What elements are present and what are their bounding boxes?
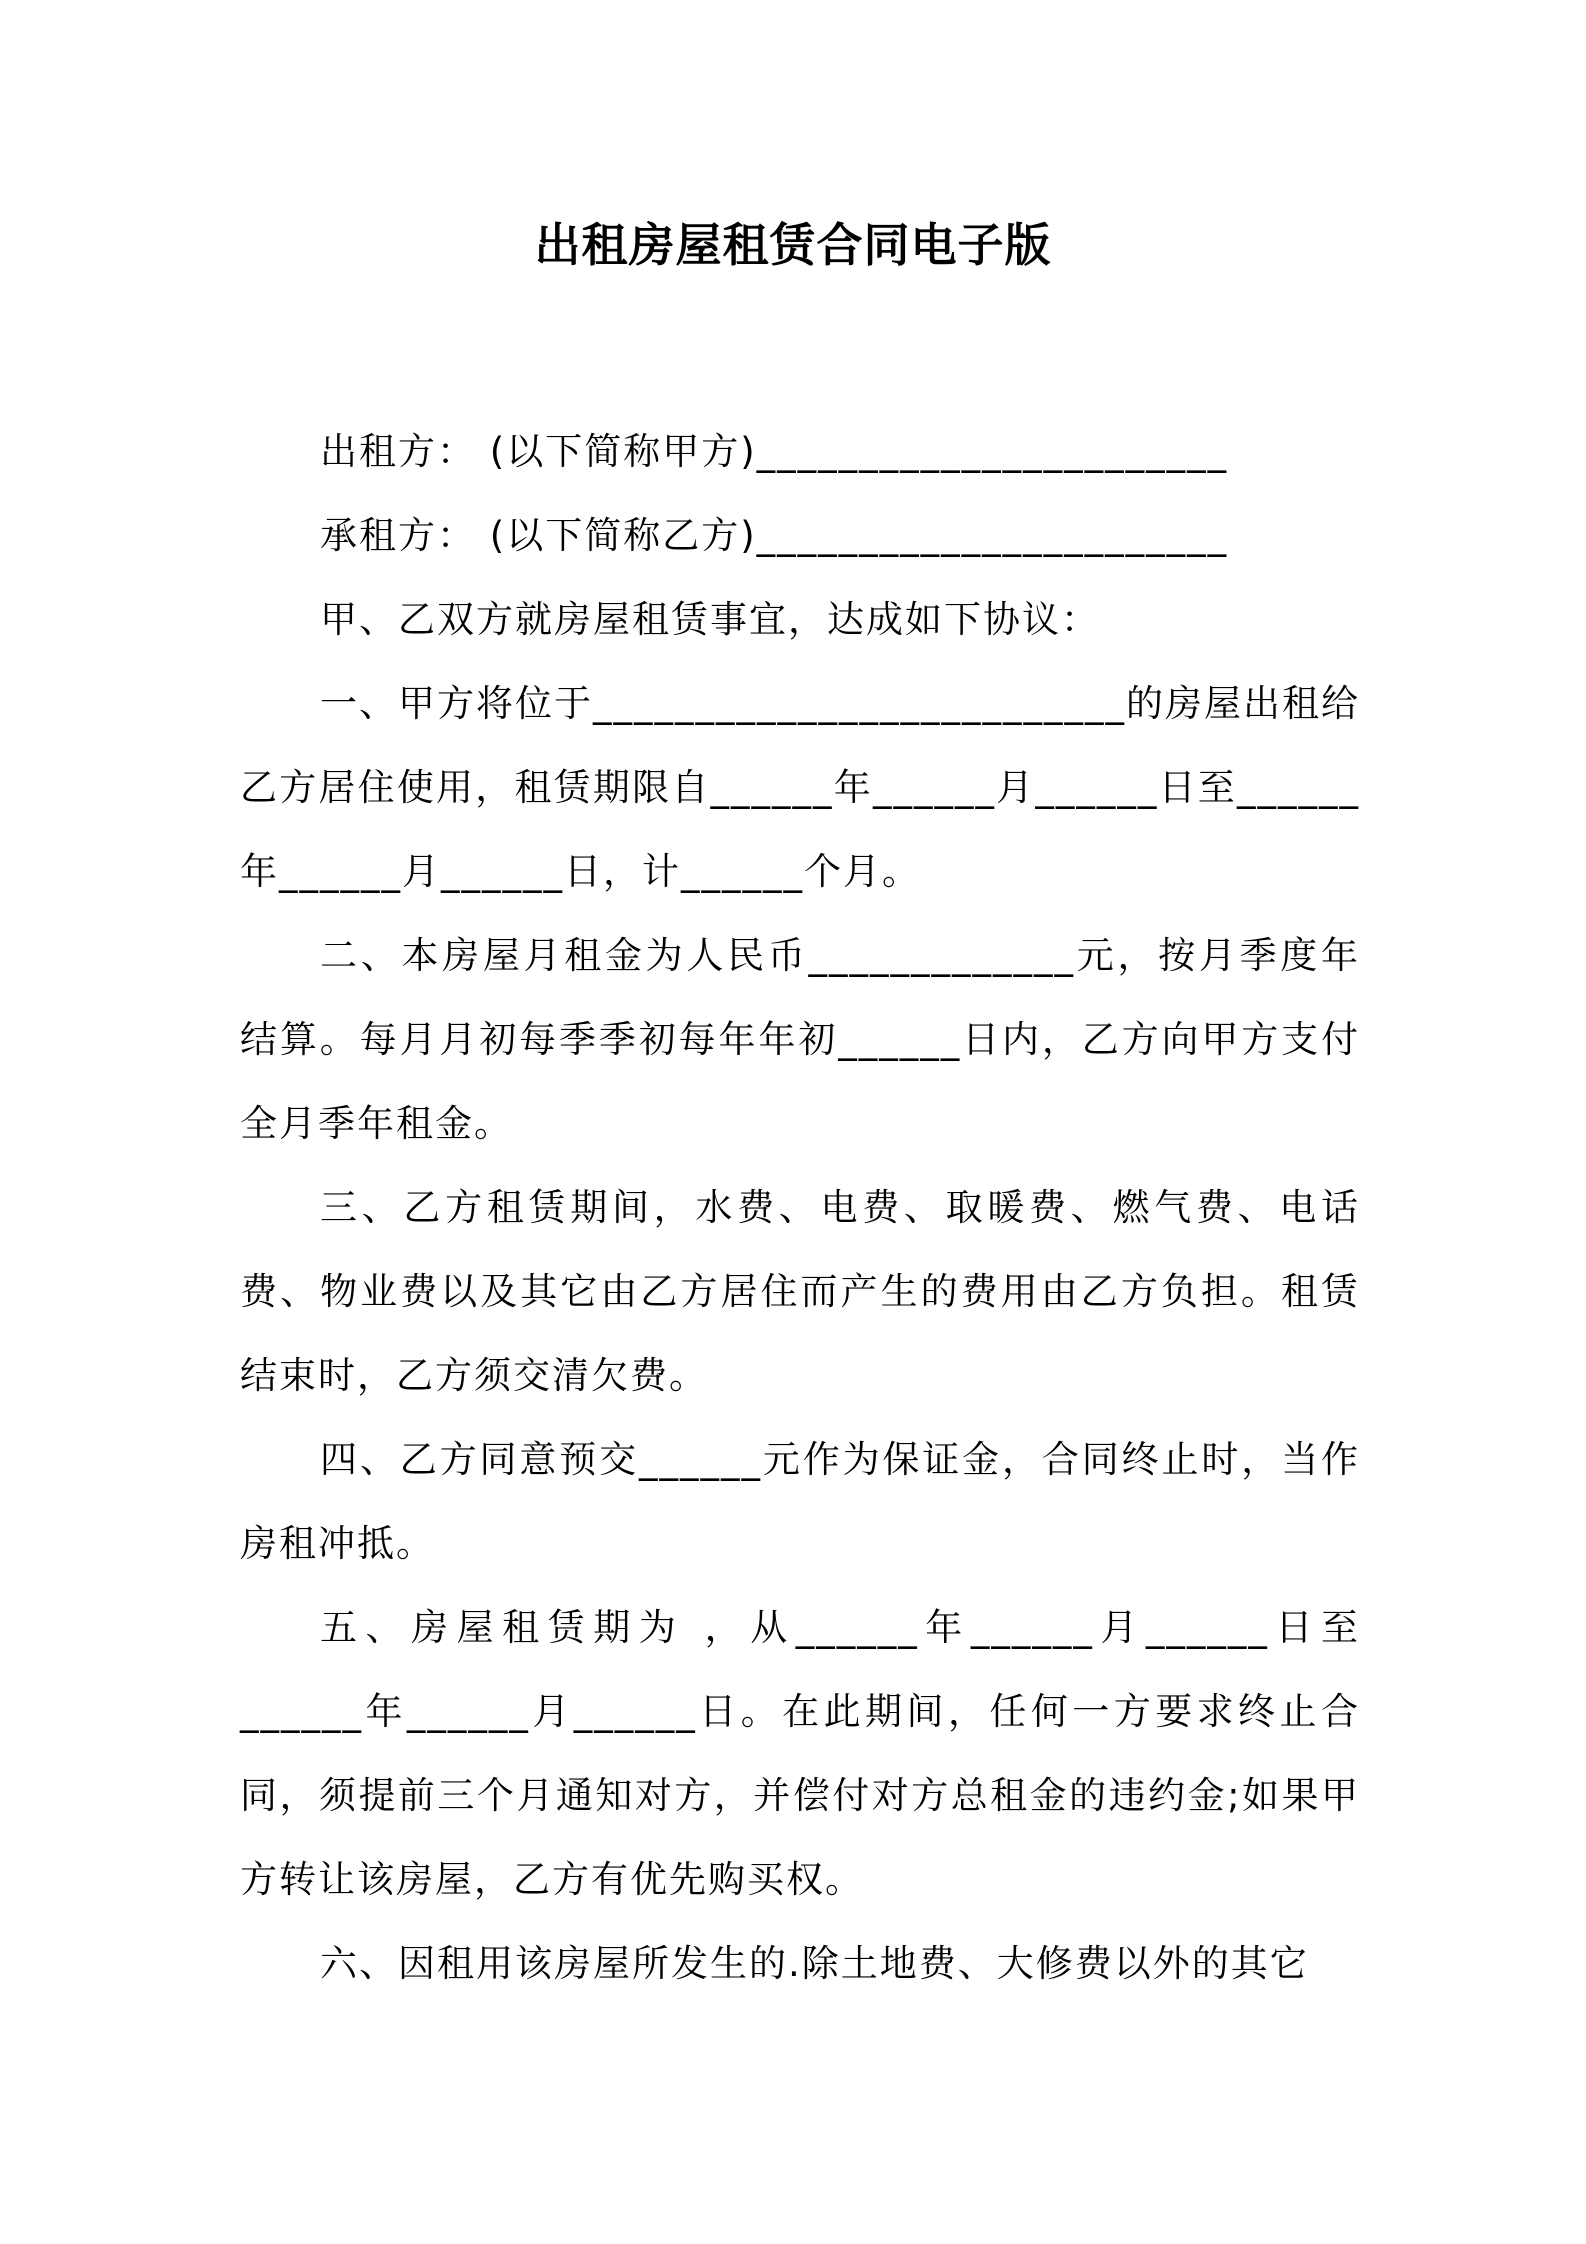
clause-5: 五、房屋租赁期为 ，从______年______月______日至______年______月______日。在此期间，任何一方要求终止合同，须提前三个月通知对方，并偿付对方总租金的违约金;如果甲方转让该房屋，乙方有优先购买权。	[240, 1606, 1360, 1901]
clause-2: 二、本房屋月租金为人民币_____________元，按月季度年结算。每月月初每季季初每年年初______日内，乙方向甲方支付全月季年租金。	[240, 934, 1360, 1145]
clause-6: 六、因租用该房屋所发生的.除土地费、大修费以外的其它	[320, 1942, 1309, 1985]
document-body	[240, 410, 1360, 2006]
document-title: 出租房屋租赁合同电子版	[534, 218, 1052, 272]
clause-4: 四、乙方同意预交______元作为保证金，合同终止时，当作房租冲抵。	[240, 1438, 1360, 1565]
clause-1: 一、甲方将位于__________________________的房屋出租给乙方居住使用，租赁期限自______年______月______日至______年______月______日，计______个月。	[240, 682, 1360, 893]
lessee-line: 承租方： (以下简称乙方)_______________________	[320, 514, 1229, 557]
lessor-line: 出租方： (以下简称甲方)_______________________	[320, 430, 1229, 473]
clause-3: 三、乙方租赁期间，水费、电费、取暖费、燃气费、电话费、物业费以及其它由乙方居住而产生的费用由乙方负担。租赁结束时，乙方须交清欠费。	[240, 1186, 1360, 1397]
agreement-intro: 甲、乙双方就房屋租赁事宜，达成如下协议：	[320, 598, 1100, 641]
